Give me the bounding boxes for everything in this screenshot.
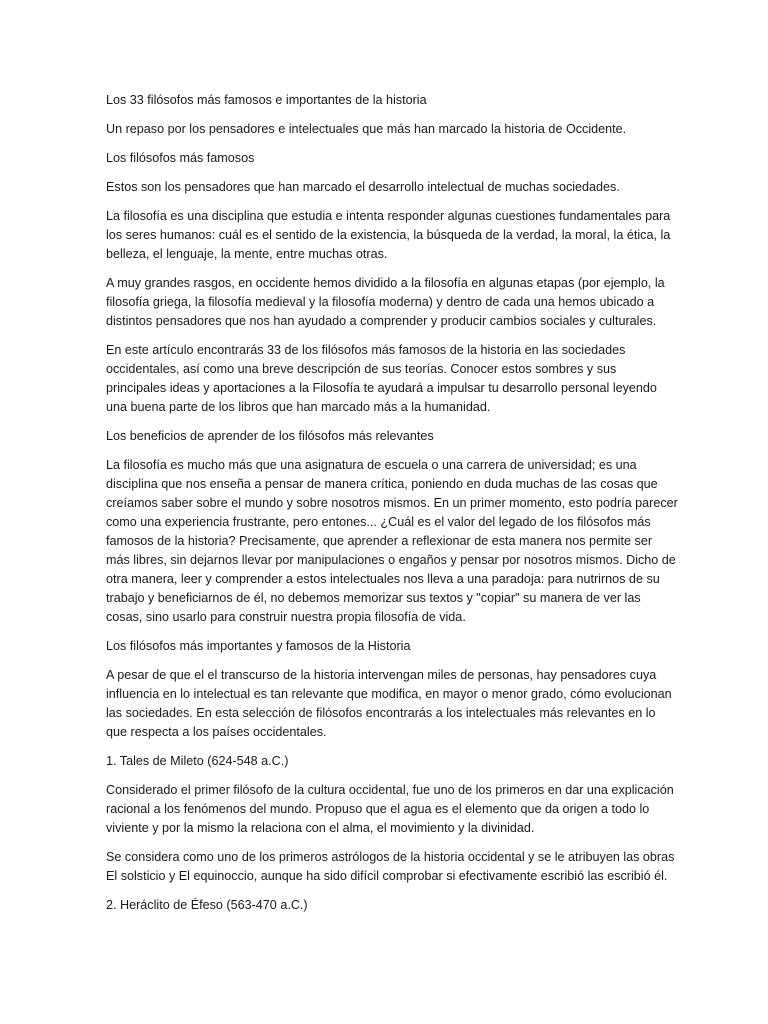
document-title: Los 33 filósofos más famosos e importantes de la historia [106, 93, 427, 107]
paragraph-benefits: La filosofía es mucho más que una asignatura de escuela o una carrera de universidad; es una disciplina que nos enseña a pensar de manera crítica, poniendo en duda muchas de las cosas que creíamos saber sobre el mundo y sobre nosotros mismos. En un primer momento, esto podría parecer como una experiencia frustrante, pero entones... ¿Cuál es el valor del legado de los filósofos más famosos de la historia? Precisamente, que aprender a reflexionar de esta manera nos permite ser más libres, sin dejarnos llevar por manipulaciones o engaños y pensar por nosotros mismos. Dicho de otra manera, leer y comprender a estos intelectuales nos lleva a una paradoja: para nutrirnos de su trabajo y beneficiarnos de él, no debemos memorizar sus textos y "copiar" su manera de ver las cosas, sino usarlo para construir nuestra propia filosofía de vida. [106, 458, 678, 624]
section-heading-benefits: Los beneficios de aprender de los filósofos más relevantes [106, 429, 434, 443]
paragraph-intro: Estos son los pensadores que han marcado el desarrollo intelectual de muchas sociedades. [106, 180, 620, 194]
paragraph-article: En este artículo encontrarás 33 de los filósofos más famosos de la historia en las sociedades occidentales, así como una breve descripción de sus teorías. Conocer estos sombres y sus principales ideas y aportaciones a la Filosofía te ayudará a impulsar tu desarrollo personal leyendo una buena parte de los libros que han marcado más a la humanidad. [106, 343, 657, 414]
paragraph-selection: A pesar de que el el transcurso de la historia intervengan miles de personas, hay pensadores cuya influencia en lo intelectual es tan relevante que modifica, en mayor o menor grado, cómo evolucionan las sociedades. En esta selección de filósofos encontrarás a los intelectuales más relevantes en lo que respecta a los países occidentales. [106, 668, 672, 739]
philosopher-heading-heraclito: 2. Heráclito de Éfeso (563-470 a.C.) [106, 898, 308, 912]
section-heading-important: Los filósofos más importantes y famosos de la Historia [106, 639, 411, 653]
paragraph-stages: A muy grandes rasgos, en occidente hemos dividido a la filosofía en algunas etapas (por ejemplo, la filosofía griega, la filosofía medieval y la filosofía moderna) y dentro de cada una hemos ubicado a distintos pensadores que nos han ayudado a comprender y producir cambios sociales y culturales. [106, 276, 665, 328]
paragraph-tales-1: Considerado el primer filósofo de la cultura occidental, fue uno de los primeros en dar una explicación racional a los fenómenos del mundo. Propuso que el agua es el elemento que da origen a todo lo viviente y por la mismo la relaciona con el alma, el movimiento y la divinidad. [106, 783, 674, 835]
paragraph-definition: La filosofía es una disciplina que estudia e intenta responder algunas cuestiones fundamentales para los seres humanos: cuál es el sentido de la existencia, la búsqueda de la verdad, la moral, la ética, la belleza, el lenguaje, la mente, entre muchas otras. [106, 209, 671, 261]
section-heading-famous: Los filósofos más famosos [106, 151, 255, 165]
document-page [106, 91, 678, 925]
paragraph-tales-2: Se considera como uno de los primeros astrólogos de la historia occidental y se le atribuyen las obras El solsticio y El equinoccio, aunque ha sido difícil comprobar si efectivamente escribió las escribió él. [106, 850, 675, 883]
document-subtitle: Un repaso por los pensadores e intelectuales que más han marcado la historia de Occidente. [106, 122, 627, 136]
philosopher-heading-tales: 1. Tales de Mileto (624-548 a.C.) [106, 754, 289, 768]
